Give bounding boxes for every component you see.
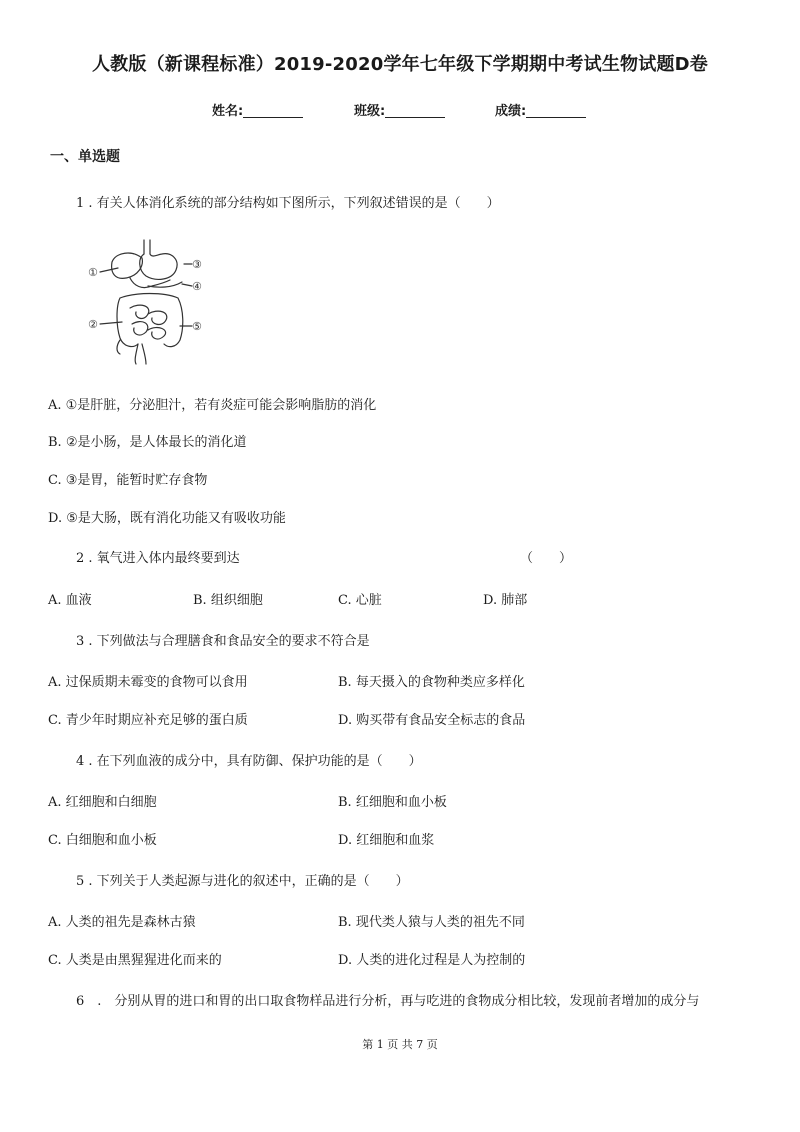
digestive-system-diagram bbox=[86, 236, 208, 366]
class-field bbox=[354, 100, 445, 119]
diagram-label-3: ③ bbox=[192, 258, 202, 271]
q4-option-c[interactable]: C. 白细胞和血小板 bbox=[48, 833, 157, 848]
q5-option-b[interactable]: B. 现代类人猿与人类的祖先不同 bbox=[338, 915, 525, 930]
q5-option-c[interactable]: C. 人类是由黑猩猩进化而来的 bbox=[48, 953, 222, 968]
name-field bbox=[212, 100, 303, 119]
q2-option-a[interactable]: A. 血液 bbox=[48, 593, 92, 608]
name-label: 姓名: bbox=[212, 104, 244, 119]
q3-option-b[interactable]: B. 每天摄入的食物种类应多样化 bbox=[338, 675, 525, 690]
section-title: 一、单选题 bbox=[50, 149, 120, 165]
score-label: 成绩: bbox=[495, 104, 527, 119]
name-blank[interactable] bbox=[243, 103, 303, 118]
page-title: 人教版（新课程标准）2019-2020学年七年级下学期期中考试生物试题D卷 bbox=[91, 54, 708, 75]
q4-option-a[interactable]: A. 红细胞和白细胞 bbox=[48, 795, 157, 810]
question-4: 4 . 在下列血液的成分中，具有防御、保护功能的是（ ） bbox=[76, 754, 422, 769]
q3-option-a[interactable]: A. 过保质期未霉变的食物可以食用 bbox=[48, 675, 248, 690]
score-field bbox=[495, 100, 586, 119]
question-2-blank: （ ） bbox=[520, 551, 573, 566]
q4-option-d[interactable]: D. 红细胞和血浆 bbox=[338, 833, 435, 848]
q5-option-d[interactable]: D. 人类的进化过程是人为控制的 bbox=[338, 953, 526, 968]
diagram-label-4: ④ bbox=[192, 280, 202, 293]
class-label: 班级: bbox=[354, 104, 386, 119]
diagram-label-2: ② bbox=[88, 318, 98, 331]
question-1: 1 . 有关人体消化系统的部分结构如下图所示，下列叙述错误的是（ ） bbox=[76, 196, 500, 211]
diagram-label-1: ① bbox=[88, 266, 98, 279]
q2-option-c[interactable]: C. 心脏 bbox=[338, 593, 382, 608]
q1-option-d[interactable]: D. ⑤是大肠，既有消化功能又有吸收功能 bbox=[48, 511, 286, 526]
class-blank[interactable] bbox=[385, 103, 445, 118]
q5-option-a[interactable]: A. 人类的祖先是森林古猿 bbox=[48, 915, 196, 930]
question-6: 6 . 分别从胃的进口和胃的出口取食物样品进行分析，再与吃进的食物成分相比较，发现前者增加的成分与 bbox=[76, 994, 700, 1009]
diagram-label-5: ⑤ bbox=[192, 320, 202, 333]
page-footer: 第 1 页 共 7 页 bbox=[362, 1038, 438, 1051]
q3-option-d[interactable]: D. 购买带有食品安全标志的食品 bbox=[338, 713, 526, 728]
question-5: 5 . 下列关于人类起源与进化的叙述中，正确的是（ ） bbox=[76, 874, 409, 889]
q1-option-b[interactable]: B. ②是小肠，是人体最长的消化道 bbox=[48, 435, 247, 450]
q2-option-d[interactable]: D. 肺部 bbox=[483, 593, 528, 608]
q2-option-b[interactable]: B. 组织细胞 bbox=[193, 593, 263, 608]
score-blank[interactable] bbox=[526, 103, 586, 118]
question-2: 2 . 氧气进入体内最终要到达 bbox=[76, 551, 240, 566]
question-3: 3 . 下列做法与合理膳食和食品安全的要求不符合是 bbox=[76, 634, 370, 649]
q1-option-a[interactable]: A. ①是肝脏，分泌胆汁，若有炎症可能会影响脂肪的消化 bbox=[48, 398, 377, 413]
q4-option-b[interactable]: B. 红细胞和血小板 bbox=[338, 795, 447, 810]
q1-option-c[interactable]: C. ③是胃，能暂时贮存食物 bbox=[48, 473, 208, 488]
q3-option-c[interactable]: C. 青少年时期应补充足够的蛋白质 bbox=[48, 713, 248, 728]
